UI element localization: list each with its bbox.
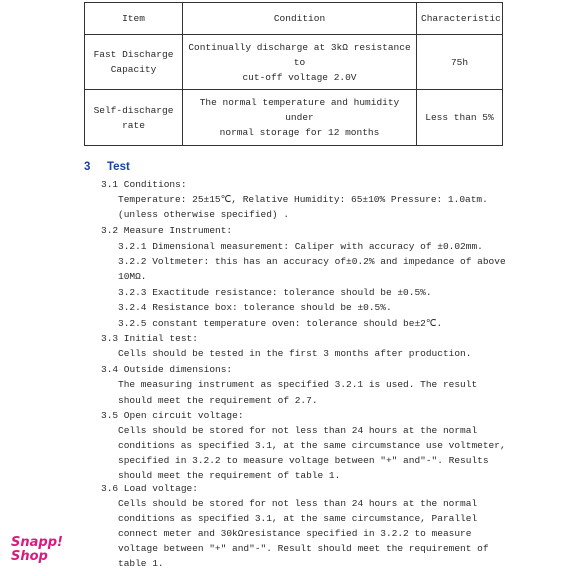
body-line: 3.2.4 Resistance box: tolerance should be ±0.5%. [118, 302, 392, 313]
body-line: connect meter and 30kΩresistance specified in 3.2.2 to measure [118, 528, 472, 539]
body-line: 3.2.1 Dimensional measurement: Caliper with accuracy of ±0.02mm. [118, 241, 483, 252]
spec-table [84, 2, 503, 146]
body-line: voltage between "+" and"-". Result should meet the requirement of [118, 543, 489, 554]
body-line: table 1. [118, 558, 164, 569]
row-condition-line: normal storage for 12 months [219, 127, 380, 138]
header-item: Item [85, 3, 183, 35]
body-line: 10MΩ. [118, 271, 147, 282]
body-line: Cells should be tested in the first 3 months after production. [118, 348, 472, 359]
body-line: 3.2.2 Voltmeter: this has an accuracy of±0.2% and impedance of above [118, 256, 506, 267]
row-condition-line: Continually discharge at 3kΩ resistance to [188, 41, 411, 68]
row-item-line: Capacity [110, 64, 157, 75]
logo-line: Snapp! [11, 535, 63, 550]
header-condition: Condition [183, 3, 417, 35]
table-row [85, 90, 503, 146]
section-title: Test [107, 161, 130, 173]
body-line: 3.2.5 constant temperature oven: tolerance should be±2℃. [118, 318, 443, 329]
section-heading [84, 161, 130, 173]
row-item-line: rate [122, 119, 145, 131]
logo-line: Shop [11, 549, 48, 564]
row-item [85, 35, 183, 90]
body-line: should meet the requirement of 2.7. [118, 395, 318, 406]
body-line: specified in 3.2.2 to measure voltage between "+" and"-". Results [118, 455, 489, 466]
body-line: 3.2.3 Exactitude resistance: tolerance should be ±0.5%. [118, 287, 432, 298]
row-item [85, 90, 183, 146]
subheading: 3.4 Outside dimensions: [101, 364, 233, 375]
table-header-row [85, 3, 503, 35]
row-condition-line: The normal temperature and humidity under [199, 97, 400, 123]
table-row [85, 35, 503, 90]
body-line: Cells should be stored for not less than 24 hours at the normal [118, 498, 478, 509]
snappshop-watermark-logo [11, 536, 69, 564]
subheading: 3.3 Initial test: [101, 333, 198, 344]
header-characteristic: Characteristic [417, 3, 503, 35]
body-line: Cells should be stored for not less than 24 hours at the normal [118, 425, 478, 436]
body-line: should meet the requirement of table 1. [118, 470, 341, 481]
subheading: 3.6 Load voltage: [101, 483, 198, 494]
row-condition [183, 35, 417, 90]
subheading: 3.1 Conditions: [101, 179, 187, 190]
row-characteristic: Less than 5% [417, 90, 503, 146]
subheading: 3.5 Open circuit voltage: [101, 410, 244, 421]
body-line: Temperature: 25±15℃, Relative Humidity: 65±10% Pressure: 1.0atm. [118, 194, 488, 205]
subheading: 3.2 Measure Instrument: [101, 225, 233, 236]
row-characteristic: 75h [417, 35, 503, 90]
row-condition [183, 90, 417, 146]
row-item-line: Self-discharge [93, 104, 174, 116]
row-condition-line: cut-off voltage 2.0V [242, 71, 357, 83]
row-item-line: Fast Discharge [93, 49, 174, 60]
body-line: conditions as specified 3.1, at the same circumstance use voltmeter, [118, 440, 506, 451]
body-line: The measuring instrument as specified 3.2.1 is used. The result [118, 379, 478, 390]
section-number: 3 [84, 161, 91, 173]
body-line: (unless otherwise specified) . [118, 209, 290, 220]
body-line: conditions as specified 3.1, at the same circumstance, Parallel [118, 513, 478, 524]
